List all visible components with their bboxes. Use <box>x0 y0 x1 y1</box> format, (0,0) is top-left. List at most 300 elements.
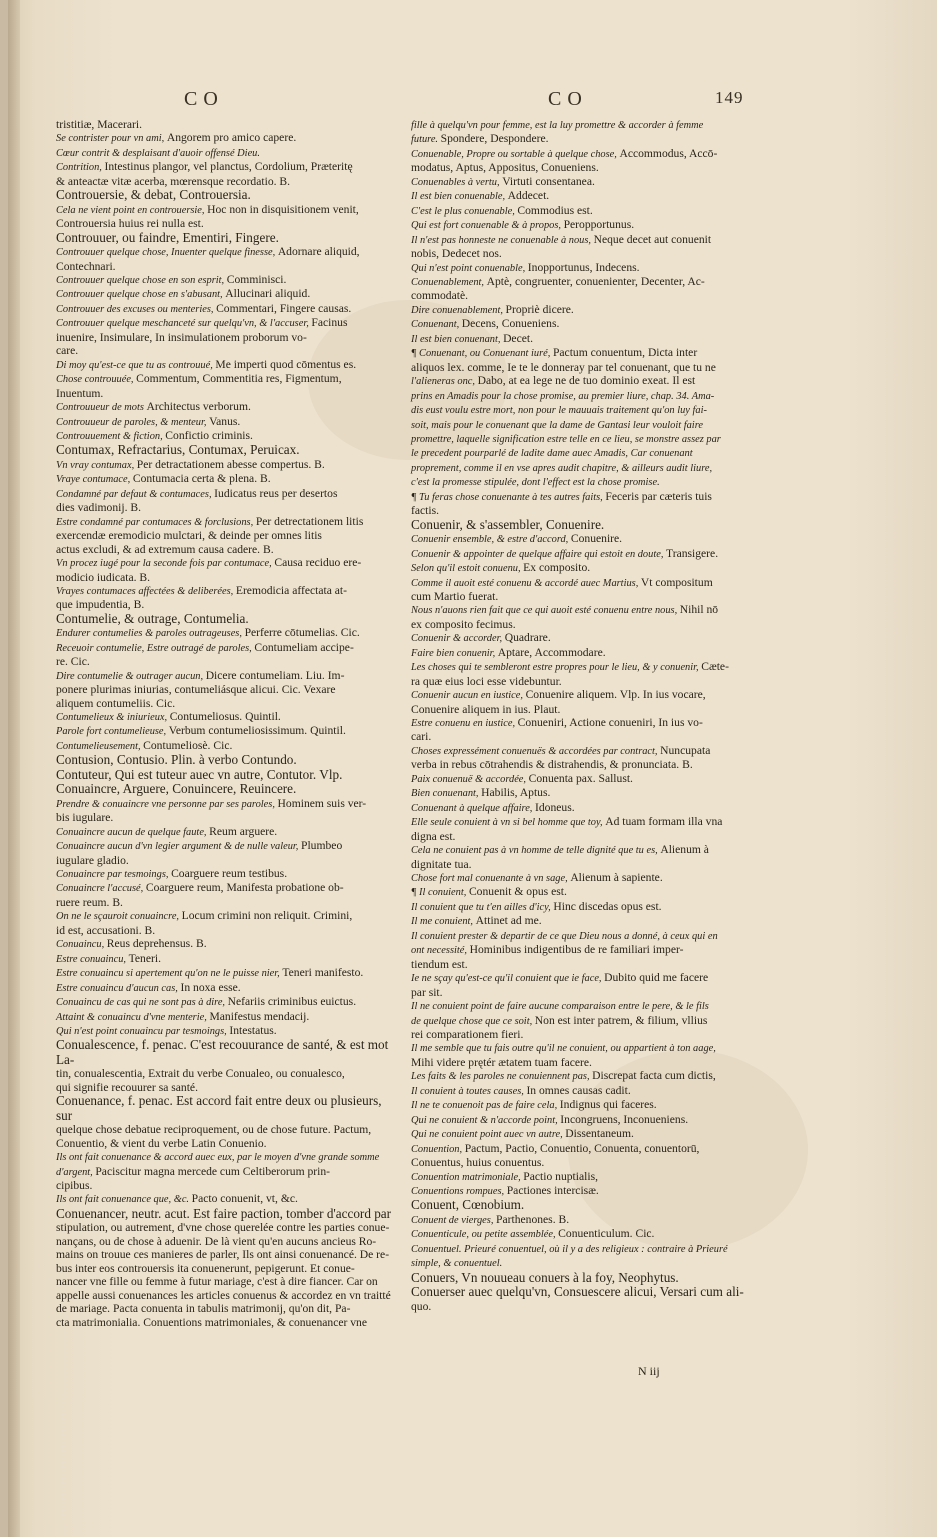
french-entry-text: Contumelieusement, <box>56 740 144 752</box>
french-entry-text: Cœur contrit & desplaisant d'auoir offensé Dieu. <box>56 147 260 159</box>
dictionary-line <box>411 618 763 631</box>
french-entry-text: Il ne conuient point de faire aucune comparaison entre le pere, & le fils <box>411 1001 709 1013</box>
french-entry-text: Se contrister pour vn ami, <box>56 133 167 145</box>
latin-gloss-text: Commodius est. <box>517 203 593 217</box>
french-entry-text: ¶ Tu feras chose conuenante à tes autres faits, <box>411 491 606 503</box>
latin-gloss-text: Incongruens, Inconueniens. <box>560 1112 689 1126</box>
latin-gloss-text: care. <box>56 344 79 358</box>
dictionary-line <box>411 504 763 517</box>
dictionary-line <box>411 461 763 475</box>
dictionary-line <box>411 958 763 971</box>
dictionary-line <box>411 389 763 403</box>
french-entry-text: Conuaincre aucun de quelque faute, <box>56 826 210 838</box>
french-entry-text: Contrition, <box>56 162 105 174</box>
dictionary-line <box>411 1014 763 1028</box>
french-entry-text: Controuuer quelque meschanceté sur quelqu'vn, & l'accuser, <box>56 318 312 330</box>
french-entry-text: Conuenir ensemble, & estre d'accord, <box>411 534 571 546</box>
latin-gloss-text: Contechnari. <box>56 259 116 273</box>
latin-gloss-text: Virtuti consentanea. <box>502 174 595 188</box>
dictionary-line <box>56 1038 394 1067</box>
french-entry-text: Vrayes contumaces affectées & deliberées, <box>56 585 236 597</box>
french-entry-text: Chose controuuée, <box>56 374 137 386</box>
dictionary-line <box>56 372 394 386</box>
french-entry-text: Il est bien conuenable, <box>411 191 508 203</box>
french-entry-text: Estre condamné par contumaces & forclusions, <box>56 516 256 528</box>
dictionary-line <box>56 571 394 584</box>
dictionary-line <box>411 830 763 843</box>
headword-text: Controuersie, & debat, Controuersia. <box>56 187 251 203</box>
french-entry-text: Contumelieux & iniurieux, <box>56 712 170 724</box>
french-entry-text: On ne le sçauroit conuaincre, <box>56 911 182 923</box>
latin-gloss-text: inuenire, Insimulare, In insimulationem proborum vo- <box>56 330 307 344</box>
dictionary-line <box>56 1094 394 1123</box>
french-entry-text: le precedent pourparlé de ladite dame auec Amadis, Car conuenant <box>411 448 693 460</box>
headword-text: Conuerser auec quelqu'vn, Consuescere alicui, Versari cum ali- <box>411 1284 744 1300</box>
headword-text: Conuenance, f. penac. Est accord fait entre deux ou plusieurs, sur <box>56 1093 382 1123</box>
latin-gloss-text: mains on trouue ces manieres de parler, Ils ont ainsi conuenancé. De re- <box>56 1248 390 1262</box>
latin-gloss-text: Pactiones intercisæ. <box>506 1183 599 1197</box>
french-entry-text: C'est le plus conuenable, <box>411 205 518 217</box>
dictionary-line <box>411 475 763 489</box>
latin-gloss-text: id est, accusationi. B. <box>56 923 156 937</box>
dictionary-line <box>56 626 394 640</box>
dictionary-line <box>411 1198 763 1212</box>
dictionary-line <box>56 160 394 174</box>
latin-gloss-text: modatus, Aptus, Appositus, Conueniens. <box>411 161 599 175</box>
dictionary-line <box>56 273 394 287</box>
dictionary-line <box>411 772 763 786</box>
french-entry-text: Conuenir & accorder, <box>411 633 505 645</box>
dictionary-line <box>411 1213 763 1227</box>
latin-gloss-text: Per detrectationem litis <box>255 514 364 528</box>
latin-gloss-text: Indignus qui faceres. <box>559 1098 657 1112</box>
french-entry-text: Receuoir contumelie, Estre outragé de paroles, <box>56 642 255 654</box>
dictionary-line <box>56 739 394 753</box>
french-entry-text: Dire conuenablement, <box>411 304 506 316</box>
french-entry-text: Conuention, <box>411 1143 465 1155</box>
dictionary-line <box>56 612 394 626</box>
dictionary-line <box>56 937 394 951</box>
french-entry-text: Conuaincu, <box>56 939 107 951</box>
latin-gloss-text: tin, conualescentia, Extrait du verbe Conualeo, ou conualesco, <box>56 1067 345 1081</box>
french-entry-text: Parole fort contumelieuse, <box>56 726 169 738</box>
dictionary-line <box>411 233 763 247</box>
latin-gloss-text: Adornare aliquid, <box>277 245 360 259</box>
french-entry-text: Vn procez iugé pour la seconde fois par contumace, <box>56 558 275 570</box>
dictionary-line <box>56 655 394 668</box>
latin-gloss-text: Hinc discedas opus est. <box>553 899 662 913</box>
latin-gloss-text: bus inter eos controuersis ita conuenerunt, pepigerunt. Et conue- <box>56 1261 355 1275</box>
french-entry-text: Controuuer quelque chose, Inuenter quelque finesse, <box>56 247 278 259</box>
french-entry-text: Estre conuaincu d'aucun cas, <box>56 982 181 994</box>
french-entry-text: Les choses qui te sembleront estre propres pour le lieu, & y conuenir, <box>411 662 702 674</box>
latin-gloss-text: Per detractationem abesse compertus. B. <box>136 457 325 471</box>
latin-gloss-text: Pacto conuenit, vt, &c. <box>191 1192 298 1206</box>
dictionary-line <box>411 1156 763 1169</box>
latin-gloss-text: Dabo, at ea lege ne de tuo dominio exeat. Il est <box>477 374 696 388</box>
latin-gloss-text: Propriè dicere. <box>505 302 574 316</box>
dictionary-line <box>411 432 763 446</box>
dictionary-line <box>56 697 394 710</box>
dictionary-line <box>56 245 394 259</box>
french-entry-text: Selon qu'il estoit conuenu, <box>411 563 524 575</box>
dictionary-line <box>411 1170 763 1184</box>
latin-gloss-text: nobis, Dedecet nos. <box>411 247 502 261</box>
french-entry-text: Conuaincre l'accusé, <box>56 883 146 895</box>
latin-gloss-text: Coarguere reum, Manifesta probatione ob- <box>145 881 344 895</box>
dictionary-line <box>56 867 394 881</box>
dictionary-line <box>56 1081 394 1094</box>
previous-page-edge <box>8 0 20 1537</box>
dictionary-line <box>411 885 763 899</box>
latin-gloss-text: Dicere contumeliam. Liu. Im- <box>205 668 345 682</box>
french-entry-text: Estre conuaincu, <box>56 953 129 965</box>
latin-gloss-text: Feceris par cæteris tuis <box>605 489 712 503</box>
headword-text: Contuteur, Qui est tuteur auec vn autre, Contutor. Vlp. <box>56 766 343 782</box>
latin-gloss-text: quelque chose debatue reciproquement, ou de chose future. Pactum, <box>56 1123 372 1137</box>
dictionary-line <box>56 710 394 724</box>
latin-gloss-text: Conuentus, huius conuentus. <box>411 1156 545 1170</box>
dictionary-line <box>411 1028 763 1041</box>
dictionary-line <box>56 231 394 245</box>
latin-gloss-text: bis iugulare. <box>56 811 114 825</box>
latin-gloss-text: Decet. <box>503 331 533 345</box>
dictionary-line <box>56 995 394 1009</box>
french-entry-text: Qui est fort conuenable & à propos, <box>411 220 564 232</box>
latin-gloss-text: Non est inter patrem, & filium, vllius <box>534 1013 708 1027</box>
dictionary-line <box>56 175 394 188</box>
french-entry-text: Il n'est pas honneste ne conuenable à nous, <box>411 234 594 246</box>
latin-gloss-text: Discrepat facta cum dictis, <box>592 1069 716 1083</box>
dictionary-line <box>56 556 394 570</box>
latin-gloss-text: Neque decet aut conuenit <box>593 232 712 246</box>
dictionary-line <box>56 217 394 230</box>
latin-gloss-text: Comminisci. <box>226 272 287 286</box>
dictionary-line <box>411 631 763 645</box>
dictionary-line <box>411 590 763 603</box>
dictionary-line <box>56 529 394 542</box>
dictionary-line <box>411 275 763 289</box>
latin-gloss-text: dies vadimonij. B. <box>56 501 142 515</box>
dictionary-line <box>411 547 763 561</box>
french-entry-text: Conuaincre par tesmoings, <box>56 869 172 881</box>
latin-gloss-text: Architectus verborum. <box>146 400 251 414</box>
dictionary-line <box>56 543 394 556</box>
latin-gloss-text: Hominibus indigentibus de re familiari imper- <box>469 943 684 957</box>
french-entry-text: Il conuient à toutes causes, <box>411 1085 527 1097</box>
french-entry-text: Elle seule conuient à vn si bel homme que toy, <box>411 817 606 829</box>
latin-gloss-text: In omnes causas cadit. <box>526 1083 631 1097</box>
french-entry-text: d'argent, <box>56 1166 96 1178</box>
latin-gloss-text: Inuentum. <box>56 386 104 400</box>
latin-gloss-text: qui signifie recouurer sa santé. <box>56 1080 198 1094</box>
french-entry-text: Attaint & conuaincu d'vne menterie, <box>56 1011 210 1023</box>
latin-gloss-text: Allucinari aliquid. <box>225 287 311 301</box>
french-entry-text: Il me semble que tu fais outre qu'il ne conuient, ou appartient à ton aage, <box>411 1043 716 1055</box>
french-entry-text: Il est bien conuenant, <box>411 333 504 345</box>
french-entry-text: Condamné par defaut & contumaces, <box>56 488 215 500</box>
dictionary-line <box>411 261 763 275</box>
french-entry-text: Chose fort mal conuenante à vn sage, <box>411 873 571 885</box>
latin-gloss-text: Habilis, Aptus. <box>481 786 551 800</box>
latin-gloss-text: Idoneus. <box>535 800 575 814</box>
latin-gloss-text: Parthenones. B. <box>496 1212 570 1226</box>
dictionary-line <box>411 346 763 360</box>
dictionary-line <box>56 981 394 995</box>
latin-gloss-text: Quadrare. <box>504 631 551 645</box>
dictionary-line <box>56 331 394 344</box>
latin-gloss-text: que impudentia, B. <box>56 598 145 612</box>
dictionary-line <box>56 302 394 316</box>
dictionary-line <box>411 361 763 374</box>
latin-gloss-text: Intestinus plangor, vel planctus, Cordolium, Præteritę <box>104 160 353 174</box>
headword-text: Conuenir, & s'assembler, Conuenire. <box>411 516 605 532</box>
latin-gloss-text: Hominem suis ver- <box>277 796 367 810</box>
latin-gloss-text: Dubito quid me facere <box>604 971 709 985</box>
latin-gloss-text: par sit. <box>411 985 443 999</box>
dictionary-line <box>56 1192 394 1206</box>
dictionary-line <box>56 952 394 966</box>
dictionary-line <box>56 260 394 273</box>
dictionary-line <box>56 909 394 923</box>
dictionary-line <box>411 660 763 674</box>
dictionary-line <box>411 147 763 161</box>
french-entry-text: Controuuer quelque chose en s'abusant, <box>56 289 226 301</box>
page-number: 149 <box>715 88 744 107</box>
right-column <box>411 118 763 1313</box>
french-entry-text: soit, mais pour le conuenant que la dame de Gantasi leur vouloit faire <box>411 419 703 431</box>
french-entry-text: Dire contumelie & outrager aucun, <box>56 670 206 682</box>
latin-gloss-text: Nuncupata <box>660 743 711 757</box>
latin-gloss-text: Attinet ad me. <box>475 914 542 928</box>
french-entry-text: Controuuer des excuses ou menteries, <box>56 303 217 315</box>
latin-gloss-text: Alienum à <box>660 843 709 857</box>
latin-gloss-text: Me imperti quod cōmentus es. <box>215 357 357 371</box>
latin-gloss-text: Perferre cōtumelias. Cic. <box>244 626 360 640</box>
dictionary-line <box>411 1127 763 1141</box>
latin-gloss-text: Nihil nō <box>679 603 719 617</box>
french-entry-text: Controuuer quelque chose en son esprit, <box>56 274 227 286</box>
latin-gloss-text: Intestatus. <box>229 1024 277 1037</box>
dictionary-line <box>411 1056 763 1069</box>
latin-gloss-text: verba in rebus cōtrahendis & distrahendis, & pronunciata. B. <box>411 758 693 772</box>
latin-gloss-text: Pactum conuentum, Dicta inter <box>552 346 698 360</box>
dictionary-line <box>411 758 763 771</box>
french-entry-text: Conuaincu de cas qui ne sont pas à dire, <box>56 997 228 1009</box>
latin-gloss-text: ra quæ eius loci esse videbuntur. <box>411 674 562 688</box>
dictionary-line <box>411 576 763 590</box>
dictionary-line <box>56 118 394 131</box>
french-entry-text: Conuenir aucun en iustice, <box>411 690 526 702</box>
latin-gloss-text: Transigere. <box>666 546 719 560</box>
dictionary-line <box>56 683 394 696</box>
latin-gloss-text: Iudicatus reus per desertos <box>214 486 338 500</box>
dictionary-line <box>411 418 763 432</box>
latin-gloss-text: Peropportunus. <box>563 218 635 232</box>
latin-gloss-text: Accommodus, Accō- <box>619 146 718 160</box>
french-entry-text: Conuenable, Propre ou sortable à quelque chose, <box>411 148 620 160</box>
dictionary-line <box>56 641 394 655</box>
french-entry-text: Il me conuient, <box>411 916 476 928</box>
latin-gloss-text: Ad tuam formam illa vna <box>605 815 723 829</box>
dictionary-line <box>411 1227 763 1241</box>
latin-gloss-text: Contumeliam accipe- <box>254 640 354 654</box>
dictionary-line <box>411 532 763 546</box>
latin-gloss-text: Cæte- <box>701 660 729 674</box>
dictionary-line <box>56 515 394 529</box>
dictionary-line <box>56 753 394 767</box>
dictionary-line <box>411 914 763 928</box>
french-entry-text: Conuenablement, <box>411 276 487 288</box>
headword-text: Conuent, Cœnobium. <box>411 1197 525 1213</box>
dictionary-line <box>56 1207 394 1221</box>
latin-gloss-text: Conuenit & opus est. <box>468 885 567 899</box>
french-entry-text: Controuueur de mots <box>56 402 147 414</box>
dictionary-line <box>411 118 763 132</box>
dictionary-line <box>411 801 763 815</box>
dictionary-line <box>411 403 763 417</box>
latin-gloss-text: exercendæ eremodicio mulctari, & deinde per omnes litis <box>56 529 322 543</box>
french-entry-text: Qui n'est point conuenable, <box>411 262 528 274</box>
dictionary-line <box>411 1271 763 1285</box>
latin-gloss-text: Paciscitur magna mercede cum Celtiberorum prin- <box>95 1164 331 1178</box>
dictionary-line <box>56 1150 394 1164</box>
dictionary-line <box>56 443 394 457</box>
dictionary-line <box>411 858 763 871</box>
dictionary-line <box>411 175 763 189</box>
dictionary-line <box>411 1113 763 1127</box>
dictionary-line <box>56 1024 394 1038</box>
french-entry-text: Il conuient prester & departir de ce que Dieu nous a donné, à ceux qui en <box>411 930 718 942</box>
latin-gloss-text: Alienum à sapiente. <box>570 871 663 885</box>
dictionary-line <box>56 924 394 937</box>
headword-text: Conuers, Vn nouueau conuers à la foy, Neophytus. <box>411 1269 679 1285</box>
dictionary-line <box>411 603 763 617</box>
latin-gloss-text: Coarguere reum testibus. <box>171 867 288 881</box>
dictionary-line <box>411 247 763 260</box>
latin-gloss-text: Conuenire aliquem. Vlp. In ius vocare, <box>525 688 706 702</box>
dictionary-line <box>411 999 763 1013</box>
french-entry-text: Il ne te conuenoit pas de faire cela, <box>411 1100 560 1112</box>
french-entry-text: Di moy qu'est-ce que tu as controuué, <box>56 359 216 371</box>
dictionary-line <box>56 415 394 429</box>
dictionary-line <box>411 646 763 660</box>
latin-gloss-text: Inopportunus, Indecens. <box>527 260 640 274</box>
dictionary-line <box>56 387 394 400</box>
headword-text: Contumax, Refractarius, Contumax, Peruicax. <box>56 442 300 458</box>
dictionary-line <box>56 724 394 738</box>
french-entry-text: promettre, laquelle signification estre telle en ce lieu, se monstre assez par <box>411 433 721 445</box>
french-entry-text: Ils ont fait conuenance & accord auec eux, par le moyen d'vne grande somme <box>56 1152 380 1164</box>
french-entry-text: Cela ne vient point en controuersie, <box>56 204 208 216</box>
french-entry-text: Conuenant, <box>411 319 462 331</box>
dictionary-line <box>56 146 394 160</box>
dictionary-line <box>56 669 394 683</box>
french-entry-text: prins en Amadis pour la chose promise, au premier liure, chap. 34. Ama- <box>411 390 715 402</box>
dictionary-line <box>56 501 394 514</box>
latin-gloss-text: Teneri manifesto. <box>282 966 364 980</box>
dictionary-line <box>56 287 394 301</box>
dictionary-line <box>411 971 763 985</box>
book-page <box>8 0 937 1537</box>
dictionary-line <box>56 1010 394 1024</box>
french-entry-text: Qui ne conuient & n'accorde point, <box>411 1114 561 1126</box>
latin-gloss-text: Reum arguere. <box>209 824 278 838</box>
french-entry-text: Controuuement & fiction, <box>56 430 166 442</box>
dictionary-line <box>56 584 394 598</box>
french-entry-text: Faire bien conuenir, <box>411 647 498 659</box>
headword-text: Contusion, Contusio. Plin. à verbo Contundo. <box>56 752 297 768</box>
french-entry-text: Conuenir & appointer de quelque affaire qui estoit en doute, <box>411 548 667 560</box>
latin-gloss-text: ruere reum. B. <box>56 895 123 909</box>
dictionary-line <box>56 458 394 472</box>
latin-gloss-text: Addecet. <box>507 189 550 203</box>
latin-gloss-text: tristitiæ, Macerari. <box>56 118 142 131</box>
french-entry-text: Conuaincre aucun d'vn legier argument & de nulle valeur, <box>56 841 302 853</box>
latin-gloss-text: rei comparationem fieri. <box>411 1028 524 1041</box>
french-entry-text: Vraye contumace, <box>56 474 133 486</box>
french-entry-text: Paix conuenuë & accordée, <box>411 773 529 785</box>
french-entry-text: Ie ne sçay qu'est-ce qu'il conuient que ie face, <box>411 973 605 985</box>
latin-gloss-text: Confictio criminis. <box>165 428 253 442</box>
latin-gloss-text: Pactio nuptialis, <box>523 1169 598 1183</box>
french-entry-text: Choses expressément conuenuës & accordées par contract, <box>411 745 661 757</box>
latin-gloss-text: Reus deprehensus. B. <box>106 937 207 951</box>
french-entry-text: Bien conuenant, <box>411 788 482 800</box>
latin-gloss-text: modicio iudicata. B. <box>56 570 151 584</box>
dictionary-line <box>411 303 763 317</box>
french-entry-text: Il conuient que tu t'en ailles d'icy, <box>411 901 554 913</box>
latin-gloss-text: Conuenire aliquem in ius. Plaut. <box>411 702 561 716</box>
dictionary-line <box>411 815 763 829</box>
dictionary-line <box>56 896 394 909</box>
dictionary-line <box>411 1084 763 1098</box>
dictionary-line <box>56 966 394 980</box>
dictionary-line <box>411 289 763 302</box>
latin-gloss-text: Causa reciduo ere- <box>274 556 362 570</box>
dictionary-line <box>56 358 394 372</box>
french-entry-text: Ils ont fait conuenance que, &c. <box>56 1194 192 1206</box>
latin-gloss-text: & anteactæ vitæ acerba, mœrensque recordatio. B. <box>56 174 291 188</box>
french-entry-text: Les faits & les paroles ne conuiennent pas, <box>411 1071 593 1083</box>
french-entry-text: l'alieneras onc, <box>411 376 478 388</box>
running-head-right: CO <box>548 88 588 110</box>
french-entry-text: Endurer contumelies & paroles outrageuses, <box>56 628 245 640</box>
dictionary-line <box>56 1302 394 1315</box>
dictionary-line <box>411 688 763 702</box>
latin-gloss-text: Commentum, Commentitia res, Figmentum, <box>136 372 342 386</box>
dictionary-line <box>56 487 394 501</box>
dictionary-line <box>411 490 763 504</box>
french-entry-text: Controuueur de paroles, & menteur, <box>56 416 210 428</box>
french-entry-text: Estre conuaincu si apertement qu'on ne le puisse nier, <box>56 968 283 980</box>
latin-gloss-text: factis. <box>411 504 440 518</box>
latin-gloss-text: Decens, Conueniens. <box>461 317 560 331</box>
latin-gloss-text: tiendum est. <box>411 957 468 971</box>
dictionary-line <box>411 929 763 943</box>
french-entry-text: Qui n'est point conuaincu par tesmoings, <box>56 1026 230 1037</box>
french-entry-text: Comme il auoit esté conuenu & accordé auec Martius, <box>411 577 641 589</box>
dictionary-line <box>411 374 763 388</box>
headword-text: Controuuer, ou faindre, Ementiri, Fingere. <box>56 229 279 245</box>
french-entry-text: dis eust voulu estre mort, non pour le mauuais traitement qu'on luy fai- <box>411 405 707 417</box>
dictionary-line <box>411 1069 763 1083</box>
left-column <box>56 118 394 1329</box>
latin-gloss-text: Conuentio, & vient du verbe Latin Conuenio. <box>56 1136 267 1150</box>
latin-gloss-text: nancer vne fille ou femme à futur mariage, c'est à dire fiancer. Car on <box>56 1275 378 1289</box>
latin-gloss-text: Locum crimini non reliquit. Crimini, <box>181 909 353 923</box>
latin-gloss-text: aliquem contumeliis. Cic. <box>56 696 176 710</box>
